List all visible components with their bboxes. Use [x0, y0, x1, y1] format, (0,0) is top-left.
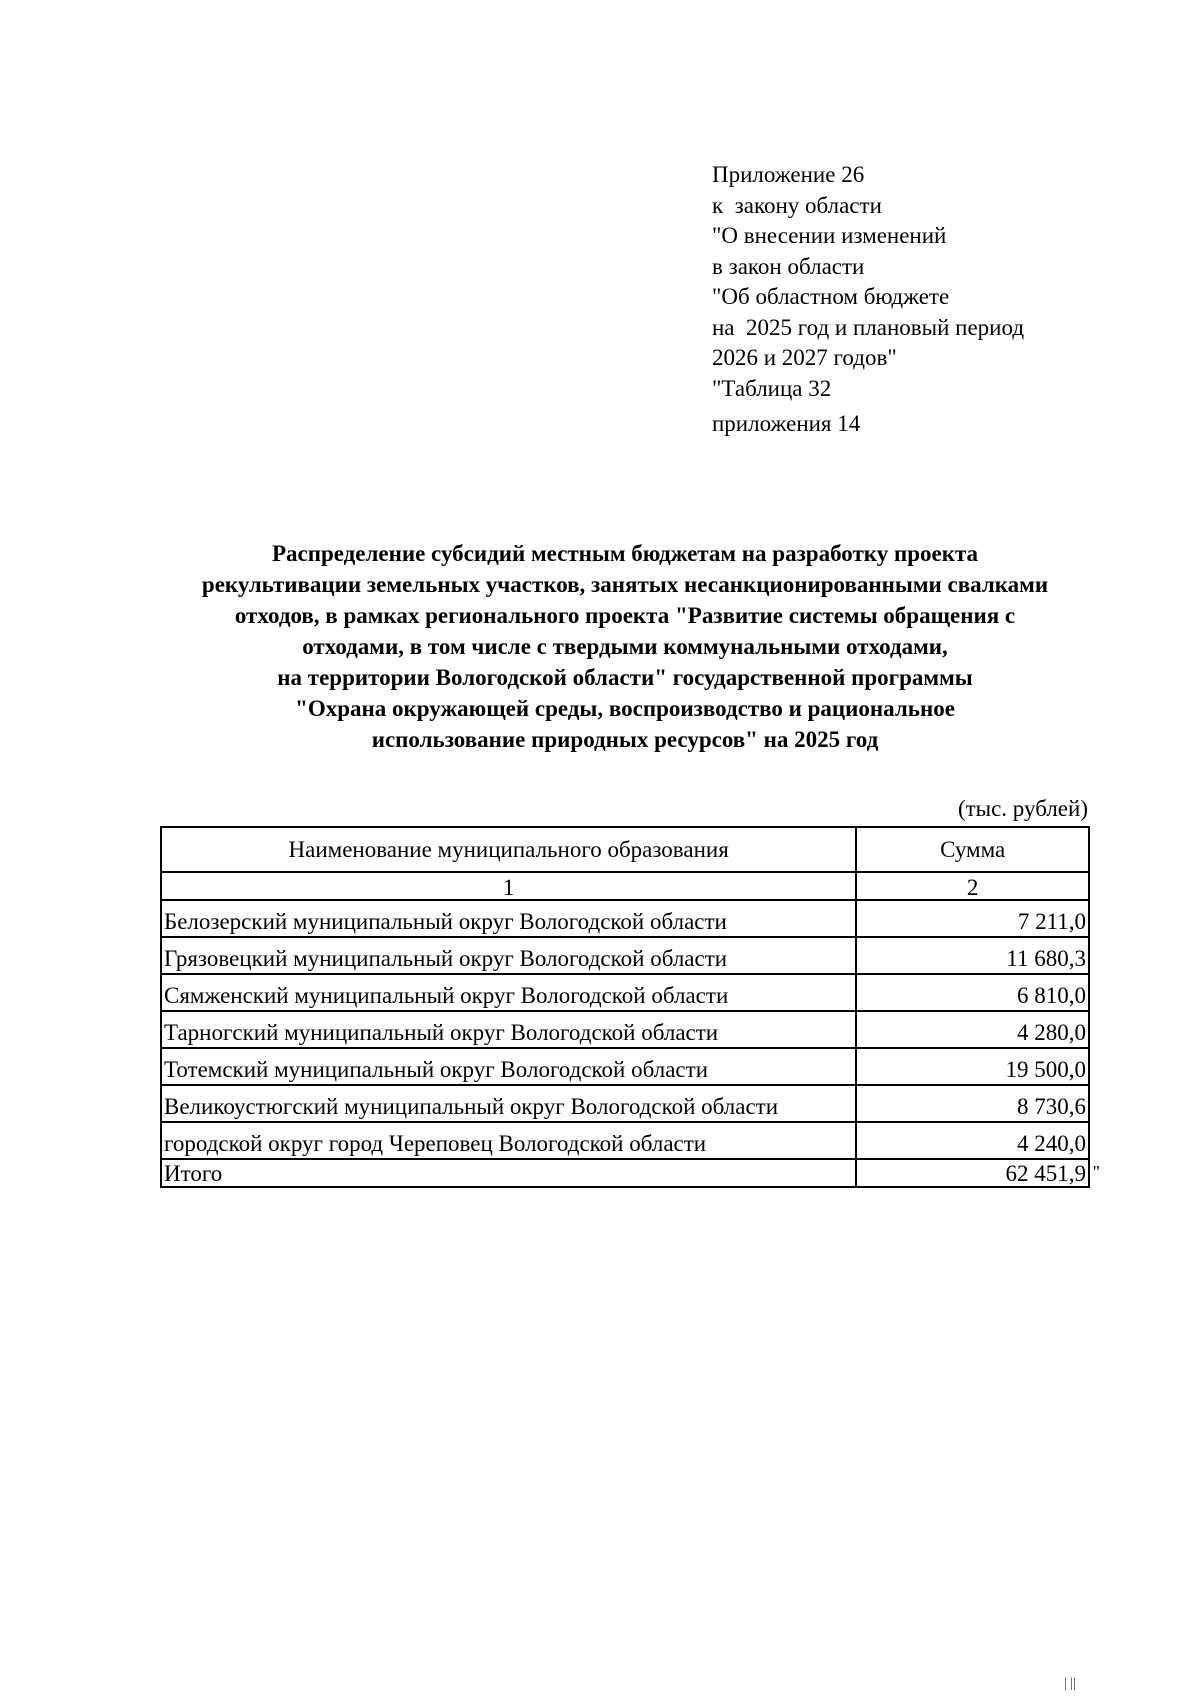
- total-sum: 62 451,9: [1005, 1161, 1086, 1186]
- municipality-name: городской округ город Череповец Вологодской области: [161, 1122, 856, 1159]
- table-row: [161, 1011, 1089, 1048]
- subsidy-sum: 8 730,6: [856, 1085, 1089, 1122]
- closing-quote: ": [1092, 1162, 1100, 1182]
- document-title: [140, 538, 1110, 755]
- total-row: [161, 1159, 1089, 1187]
- title-line: Распределение субсидий местным бюджетам на разработку проекта: [271, 541, 979, 566]
- subsidy-sum: 4 240,0: [856, 1122, 1089, 1159]
- total-label: Итого: [161, 1159, 856, 1187]
- municipality-name: Белозерский муниципальный округ Вологодской области: [161, 900, 856, 937]
- appendix-line: приложения 14: [712, 411, 861, 436]
- header-name: Наименование муниципального образования: [161, 827, 856, 872]
- column-number-row: [161, 872, 1089, 900]
- total-sum-cell: [856, 1159, 1100, 1187]
- table-row: [161, 974, 1089, 1011]
- appendix-line: 2026 и 2027 годов": [712, 345, 897, 370]
- title-line: использование природных ресурсов" на 2025 год: [371, 727, 879, 752]
- municipality-name: Сямженский муниципальный округ Вологодской области: [161, 974, 856, 1011]
- title-line: рекультивации земельных участков, занятых несанкционированными свалками: [201, 572, 1049, 597]
- appendix-line: "Таблица 32: [712, 375, 832, 401]
- title-line: отходов, в рамках регионального проекта "Развитие системы обращения с: [234, 603, 1016, 628]
- page-mark: | ||: [1064, 1676, 1076, 1691]
- column-number: 1: [161, 872, 856, 900]
- distribution-table: [160, 826, 1100, 1188]
- table-row: [161, 937, 1089, 974]
- subsidy-sum: 19 500,0: [856, 1048, 1089, 1085]
- title-line: на территории Вологодской области" государственной программы: [277, 665, 973, 690]
- units-label: (тыс. рублей): [957, 796, 1088, 821]
- subsidy-sum: 6 810,0: [856, 974, 1089, 1011]
- header-sum: Сумма: [856, 827, 1089, 872]
- municipality-name: Тарногский муниципальный округ Вологодской области: [161, 1011, 856, 1048]
- table-header-row: [161, 827, 1089, 872]
- subsidy-sum: 11 680,3: [856, 937, 1089, 974]
- subsidy-sum: 7 211,0: [856, 900, 1089, 937]
- table-row: [161, 900, 1089, 937]
- subsidy-sum: 4 280,0: [856, 1011, 1089, 1048]
- municipality-name: Великоустюгский муниципальный округ Вологодской области: [161, 1085, 856, 1122]
- appendix-line: в закон области: [712, 253, 865, 279]
- title-line: "Охрана окружающей среды, воспроизводство и рациональное: [295, 696, 955, 721]
- table-row: [161, 1122, 1089, 1159]
- municipality-name: Грязовецкий муниципальный округ Вологодской области: [161, 937, 856, 974]
- appendix-line: "Об областном бюджете: [712, 284, 950, 309]
- municipality-name: Тотемский муниципальный округ Вологодской области: [161, 1048, 856, 1085]
- appendix-line: на 2025 год и плановый период: [712, 314, 1025, 340]
- appendix-line: к закону области: [712, 192, 882, 218]
- table-row: [161, 1085, 1089, 1122]
- appendix-line: "О внесении изменений: [712, 223, 947, 248]
- appendix-header: [712, 160, 1132, 440]
- table-row: [161, 1048, 1089, 1085]
- title-line: отходами, в том числе с твердыми коммунальными отходами,: [302, 634, 948, 659]
- column-number: 2: [856, 872, 1089, 900]
- appendix-line: Приложение 26: [712, 162, 865, 187]
